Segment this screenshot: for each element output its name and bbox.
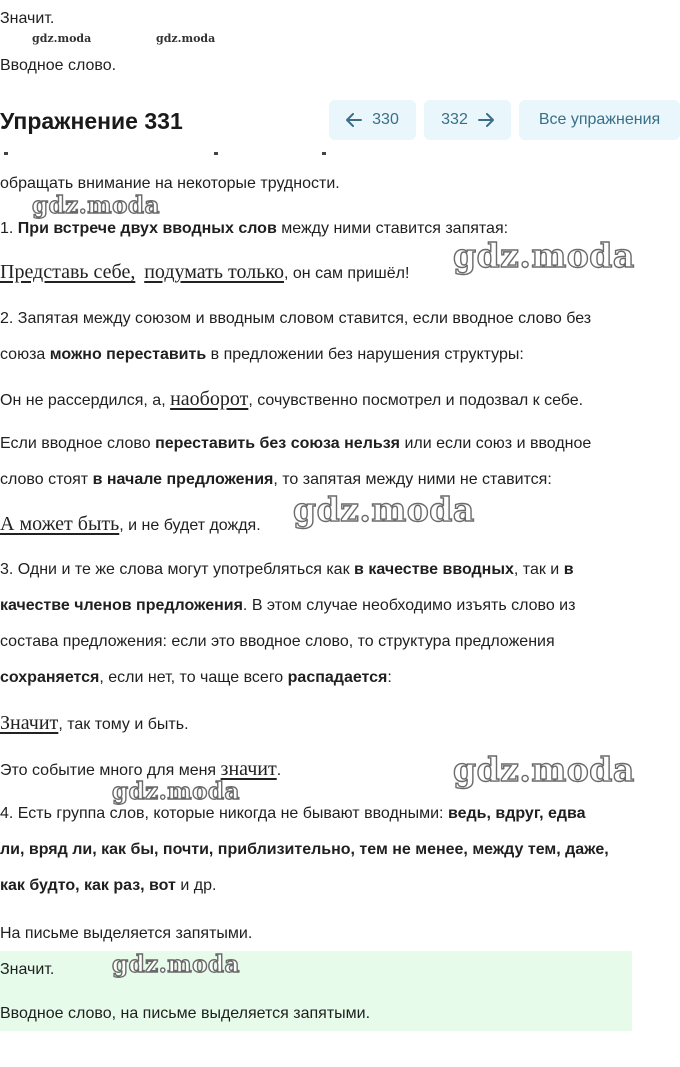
rule-1: 1. При встрече двух вводных слов между ними ставится запятая:: [0, 220, 509, 237]
prev-exercise-button[interactable]: [329, 100, 416, 140]
rule-4-line3: состава предложения: если это вводное слово, то структура предложения: [0, 633, 555, 650]
watermark: gdz.moda: [453, 750, 635, 789]
watermark-small: gdz.moda: [32, 32, 92, 45]
example-1: Представь себе, подумать только, он сам пришёл!: [0, 261, 410, 283]
prev-exercise-label: 330: [372, 111, 399, 128]
top-answer-line2: Вводное слово.: [0, 57, 117, 74]
rule-2-line1: 2. Запятая между союзом и вводным словом ставится, если вводное слово без: [0, 310, 592, 327]
answer-line1: Значит.: [0, 961, 55, 978]
next-exercise-button[interactable]: [424, 100, 511, 140]
example-4: Значит, так тому и быть.: [0, 712, 189, 734]
rule-5-line3: как будто, как раз, вот и др.: [0, 877, 217, 894]
example-2: Он не рассердился, а, наоборот, сочувственно посмотрел и подозвал к себе.: [0, 388, 584, 410]
intro-text: обращать внимание на некоторые трудности.: [0, 175, 340, 192]
rule-5-line2: ли, вряд ли, как бы, почти, приблизительно, тем не менее, между тем, даже,: [0, 841, 609, 858]
answer-line2: Вводное слово, на письме выделяется запятыми.: [0, 1005, 371, 1022]
rule-3-line2: слово стоят в начале предложения, то запятая между ними не ставится:: [0, 471, 552, 488]
all-exercises-button[interactable]: Все упражнения: [519, 100, 680, 140]
watermark: gdz.moda: [453, 236, 635, 275]
example-3: А может быть, и не будет дождя.: [0, 513, 261, 535]
watermark: gdz.moda: [112, 778, 240, 805]
watermark: gdz.moda: [32, 192, 160, 219]
rule-2-line2: союза можно переставить в предложении без нарушения структуры:: [0, 346, 524, 363]
next-exercise-label: 332: [441, 111, 468, 128]
watermark: gdz.moda: [112, 951, 240, 978]
page-title: Упражнение 331: [0, 108, 183, 134]
rule-3-line1: Если вводное слово переставить без союза нельзя или если союз и вводное: [0, 435, 592, 452]
cut-off-text: [0, 152, 330, 156]
arrow-right-icon: [478, 113, 494, 127]
rule-5-line1: 4. Есть группа слов, которые никогда не бывают вводными: ведь, вдруг, едва: [0, 805, 586, 822]
rule-6: На письме выделяется запятыми.: [0, 925, 253, 942]
rule-4-line4: сохраняется, если нет, то чаще всего распадается:: [0, 669, 392, 686]
rule-4-line1: 3. Одни и те же слова могут употребляться как в качестве вводных, так и в: [0, 561, 574, 578]
watermark-small: gdz.moda: [156, 32, 216, 45]
arrow-left-icon: [346, 113, 362, 127]
rule-4-line2: качестве членов предложения. В этом случае необходимо изъять слово из: [0, 597, 576, 614]
top-answer-line1: Значит.: [0, 10, 55, 27]
example-5: Это событие много для меня значит.: [0, 758, 282, 780]
answer-block: [0, 951, 632, 1031]
watermark: gdz.moda: [293, 490, 475, 529]
